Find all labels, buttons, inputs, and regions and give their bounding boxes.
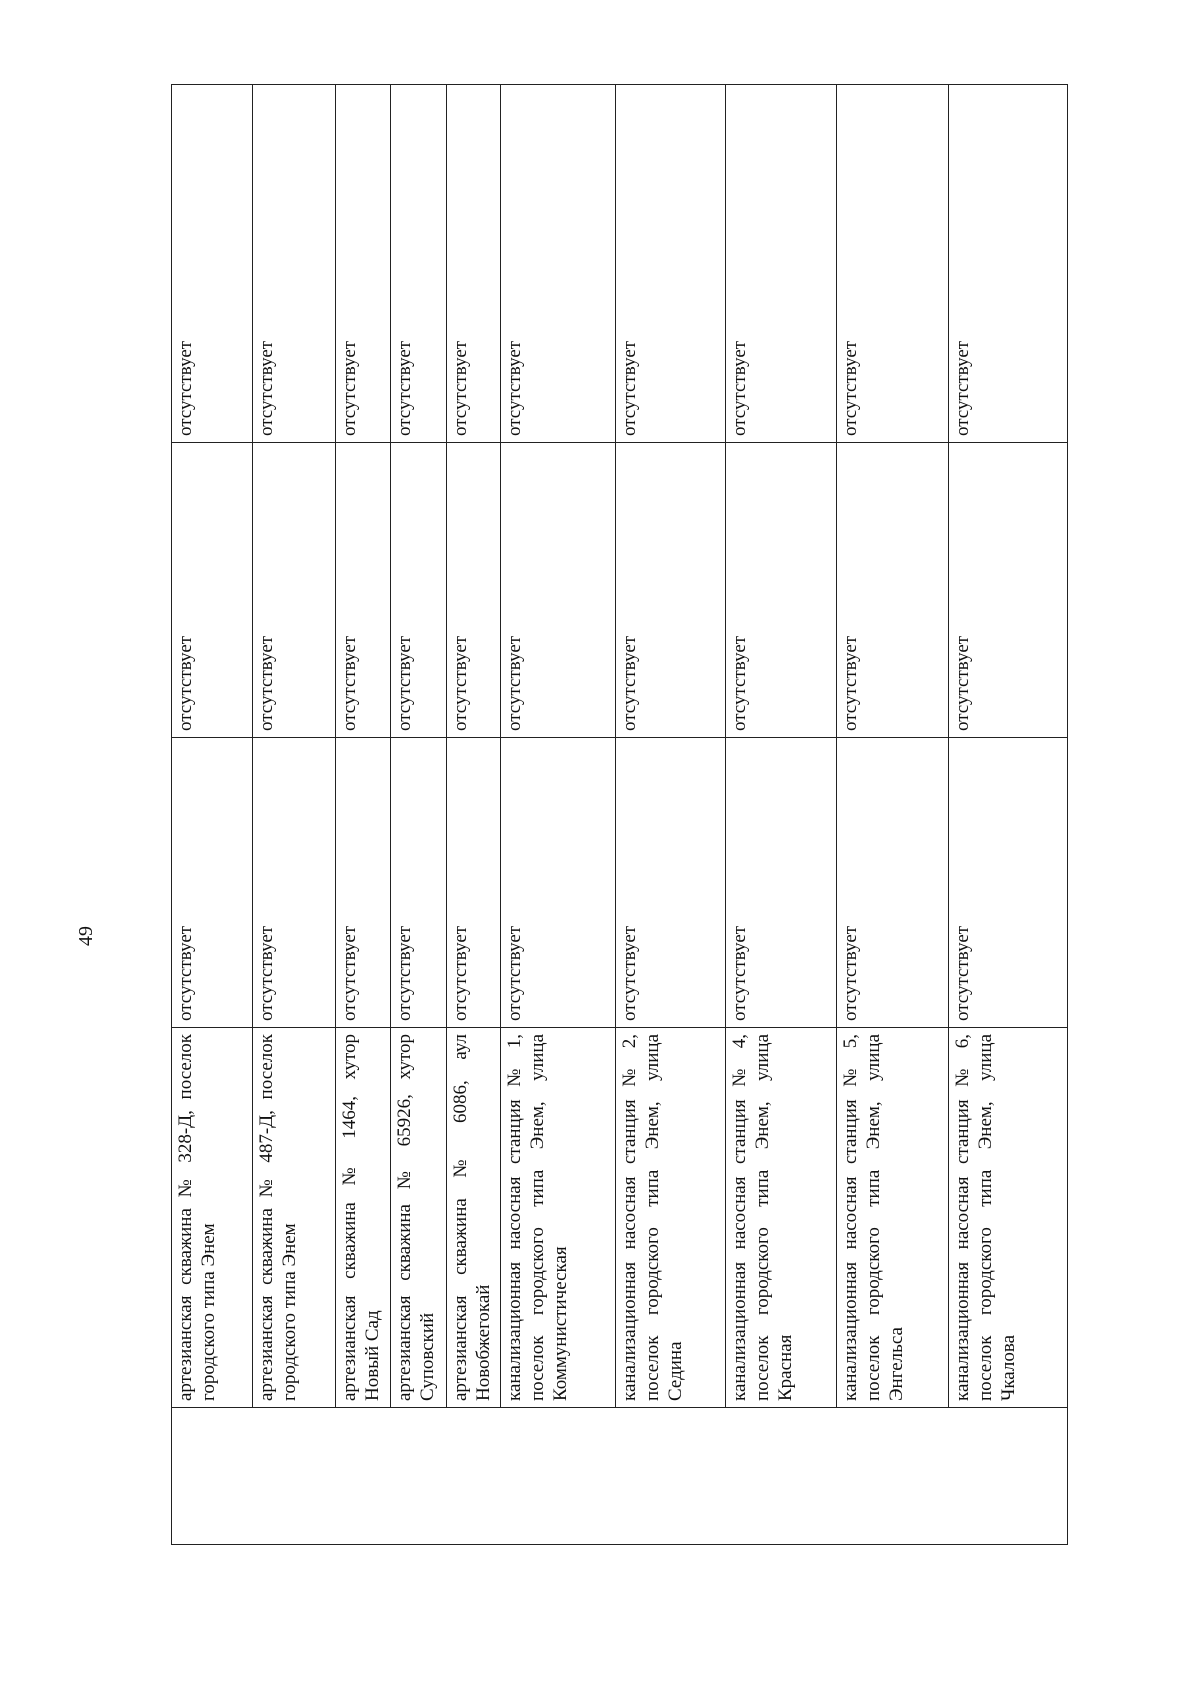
status-cell: отсутствует (335, 84, 390, 442)
object-cell: артезианская скважина № 65926, хутор Суповский (391, 1027, 446, 1407)
status-cell: отсутствует (837, 442, 949, 737)
status-cell: отсутствует (726, 737, 837, 1027)
status-cell: отсутствует (948, 442, 1067, 737)
object-cell: канализационная насосная станция № 2, поселок городского типа Энем, улица Седина (615, 1027, 726, 1407)
status-cell: отсутствует (172, 737, 253, 1027)
status-cell: отсутствует (726, 442, 837, 737)
status-cell: отсутствует (948, 84, 1067, 442)
table-row (837, 84, 949, 1544)
status-cell: отсутствует (172, 442, 253, 737)
status-cell: отсутствует (391, 737, 446, 1027)
table-row (391, 84, 446, 1544)
object-cell: канализационная насосная станция № 5, поселок городского типа Энем, улица Энгельса (837, 1027, 949, 1407)
status-cell: отсутствует (391, 84, 446, 442)
status-cell: отсутствует (837, 84, 949, 442)
status-cell: отсутствует (500, 442, 615, 737)
table-row (948, 84, 1067, 1544)
status-cell: отсутствует (948, 737, 1067, 1027)
table-row (726, 84, 837, 1544)
object-cell: артезианская скважина № 1464, хутор Новый Сад (335, 1027, 390, 1407)
status-cell: отсутствует (615, 737, 726, 1027)
table-row (615, 84, 726, 1544)
table-row (253, 84, 335, 1544)
status-cell: отсутствует (253, 737, 335, 1027)
status-cell: отсутствует (837, 737, 949, 1027)
status-cell: отсутствует (446, 442, 500, 737)
status-cell: отсутствует (500, 737, 615, 1027)
status-cell: отсутствует (615, 442, 726, 737)
table-row (172, 84, 253, 1544)
status-cell: отсутствует (253, 84, 335, 442)
status-cell: отсутствует (253, 442, 335, 737)
facilities-table (171, 84, 1068, 1545)
object-cell: артезианская скважина № 328-Д, поселок городского типа Энем (172, 1027, 253, 1407)
status-cell: отсутствует (172, 84, 253, 442)
status-cell: отсутствует (335, 737, 390, 1027)
object-cell: артезианская скважина № 487-Д, поселок городского типа Энем (253, 1027, 335, 1407)
status-cell: отсутствует (500, 84, 615, 442)
status-cell: отсутствует (446, 737, 500, 1027)
table-row (500, 84, 615, 1544)
first-column-merged-cell (172, 1408, 1068, 1545)
rotated-table-container (171, 85, 1068, 1545)
status-cell: отсутствует (615, 84, 726, 442)
status-cell: отсутствует (726, 84, 837, 442)
page-number: 49 (75, 926, 97, 946)
object-cell: канализационная насосная станция № 6, поселок городского типа Энем, улица Чкалова (948, 1027, 1067, 1407)
status-cell: отсутствует (391, 442, 446, 737)
table-row (446, 84, 500, 1544)
object-cell: канализационная насосная станция № 4, поселок городского типа Энем, улица Красная (726, 1027, 837, 1407)
object-cell: канализационная насосная станция № 1, поселок городского типа Энем, улица Коммунистическая (500, 1027, 615, 1407)
object-cell: артезианская скважина № 6086, аул Новобжегокай (446, 1027, 500, 1407)
table-row (335, 84, 390, 1544)
status-cell: отсутствует (335, 442, 390, 737)
table-body (172, 84, 1068, 1544)
status-cell: отсутствует (446, 84, 500, 442)
